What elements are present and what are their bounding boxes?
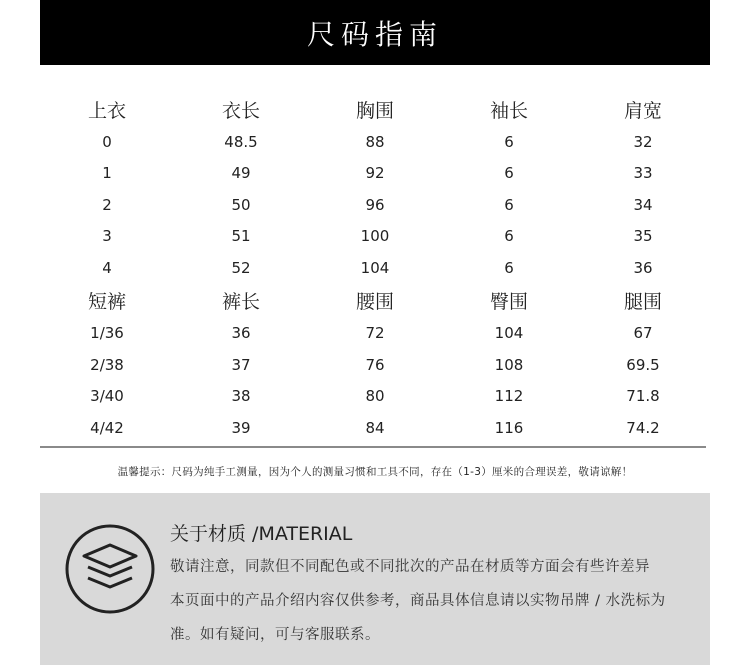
table-cell: 96 — [365, 195, 385, 214]
table-cell: 6 — [504, 258, 514, 277]
table-cell: 36 — [231, 324, 251, 343]
table-cell: 104 — [494, 324, 524, 343]
layers-icon — [64, 523, 156, 615]
divider — [40, 446, 706, 448]
material-text-line: 准。如有疑问，可与客服联系。 — [170, 627, 380, 643]
table-cell: 72 — [365, 324, 385, 343]
material-section — [40, 493, 710, 665]
column-header: 短裤 — [87, 291, 126, 313]
column-header: 袖长 — [489, 99, 528, 122]
bottom-header-row — [40, 284, 710, 318]
table-cell: 49 — [231, 164, 251, 183]
table-row — [40, 158, 710, 190]
table-cell: 4 — [102, 258, 112, 277]
table-cell: 3/40 — [90, 387, 124, 406]
table-cell: 6 — [504, 227, 514, 246]
table-cell: 48.5 — [224, 132, 258, 151]
material-text-line: 本页面中的产品介绍内容仅供参考，商品具体信息请以实物吊牌 / 水洗标为 — [170, 593, 666, 609]
table-row — [40, 381, 710, 413]
table-row — [40, 252, 710, 284]
column-header: 臀围 — [489, 291, 528, 313]
column-header: 上衣 — [87, 99, 126, 122]
table-cell: 100 — [360, 227, 390, 246]
table-cell: 33 — [633, 164, 653, 183]
table-cell: 112 — [494, 387, 524, 406]
material-title: 关于材质 /MATERIAL — [170, 523, 353, 545]
column-header: 腰围 — [355, 291, 394, 313]
table-cell: 52 — [231, 258, 251, 277]
column-header: 腿围 — [623, 291, 662, 313]
table-cell: 80 — [365, 387, 385, 406]
table-row — [40, 318, 710, 350]
table-cell: 37 — [231, 355, 251, 374]
table-cell: 88 — [365, 132, 385, 151]
table-row — [40, 349, 710, 381]
table-cell: 39 — [231, 418, 251, 437]
table-cell: 4/42 — [90, 418, 124, 437]
table-cell: 35 — [633, 227, 653, 246]
table-cell: 104 — [360, 258, 390, 277]
column-header: 裤长 — [221, 291, 260, 313]
table-cell: 50 — [231, 195, 251, 214]
table-cell: 74.2 — [626, 418, 660, 437]
page-title — [40, 0, 710, 65]
table-cell: 92 — [365, 164, 385, 183]
table-cell: 69.5 — [626, 355, 660, 374]
table-cell: 1 — [102, 164, 112, 183]
care-tip: 温馨提示：尺码为纯手工测量，因为个人的测量习惯和工具不同，存在（1-3）厘米的合理误差，敬请谅解！ — [117, 466, 633, 478]
table-row — [40, 221, 710, 253]
table-cell: 2 — [102, 195, 112, 214]
table-row — [40, 126, 710, 158]
table-cell: 1/36 — [90, 324, 124, 343]
table-cell: 36 — [633, 258, 653, 277]
table-cell: 108 — [494, 355, 524, 374]
table-cell: 116 — [494, 418, 524, 437]
table-cell: 34 — [633, 195, 653, 214]
table-cell: 76 — [365, 355, 385, 374]
table-cell: 51 — [231, 227, 251, 246]
material-text-line: 敬请注意，同款但不同配色或不同批次的产品在材质等方面会有些许差异 — [170, 559, 650, 575]
table-cell: 6 — [504, 195, 514, 214]
column-header: 胸围 — [355, 99, 394, 122]
table-cell: 6 — [504, 132, 514, 151]
size-table — [40, 92, 710, 444]
top-header-row — [40, 92, 710, 126]
table-cell: 84 — [365, 418, 385, 437]
column-header: 衣长 — [221, 99, 260, 122]
table-cell: 67 — [633, 324, 653, 343]
table-cell: 0 — [102, 132, 112, 151]
table-cell: 6 — [504, 164, 514, 183]
table-cell: 2/38 — [90, 355, 124, 374]
table-cell: 38 — [231, 387, 251, 406]
table-cell: 32 — [633, 132, 653, 151]
column-header: 肩宽 — [623, 99, 662, 122]
table-cell: 3 — [102, 227, 112, 246]
table-row — [40, 189, 710, 221]
table-row — [40, 412, 710, 444]
table-cell: 71.8 — [626, 387, 660, 406]
page-title-text: 尺码指南 — [306, 17, 443, 51]
